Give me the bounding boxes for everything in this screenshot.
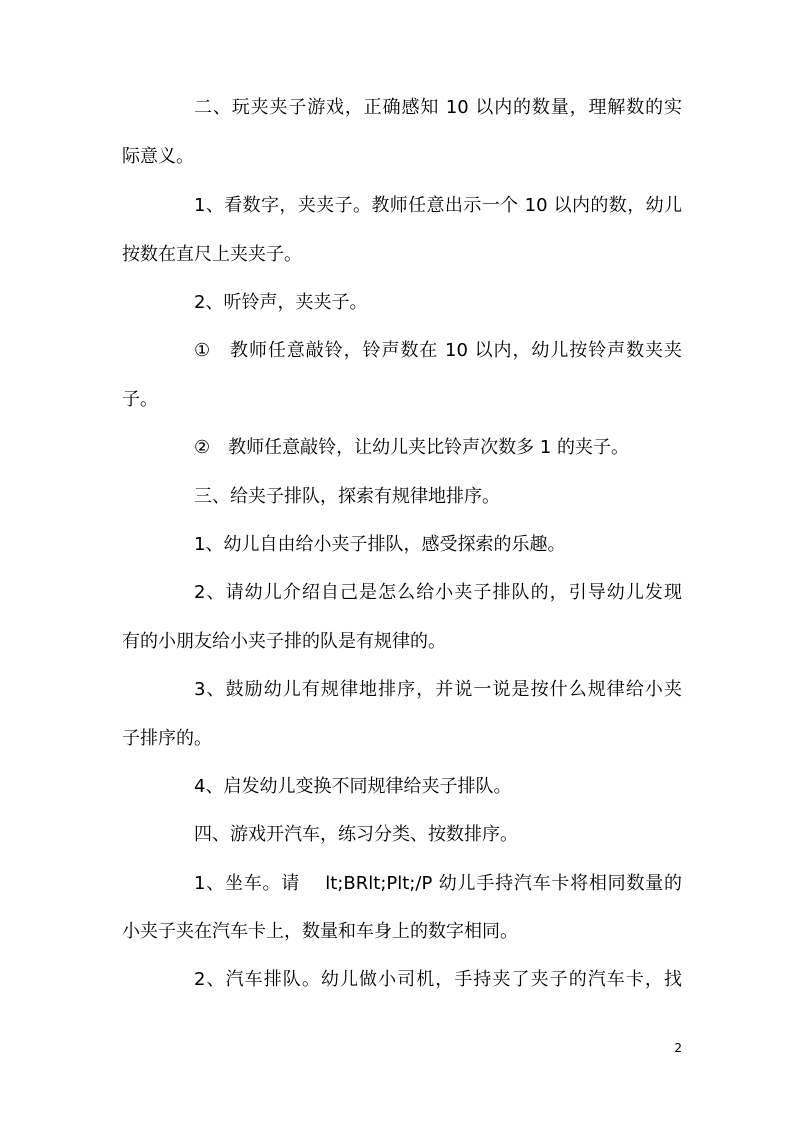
page-number: 2 [674, 1041, 682, 1055]
text-line: 1、坐车。请 lt;BRlt;Plt;/P 幼儿手持汽车卡将相同数量的 [194, 873, 682, 894]
text-line: 3、鼓励幼儿有规律地排序，并说一说是按什么规律给小夹 [194, 679, 682, 700]
text-line: 二、玩夹夹子游戏，正确感知 10 以内的数量，理解数的实 [194, 97, 682, 118]
text-line: 1、幼儿自由给小夹子排队，感受探索的乐趣。 [194, 534, 566, 555]
text-line: ② 教师任意敲铃，让幼儿夹比铃声次数多 1 的夹子。 [194, 437, 630, 458]
text-line: 子排序的。 [122, 728, 212, 749]
text-line: 小夹子夹在汽车卡上，数量和车身上的数字相同。 [122, 921, 518, 942]
text-line: ① 教师任意敲铃，铃声数在 10 以内，幼儿按铃声数夹夹 [194, 340, 682, 361]
text-line: 四、游戏开汽车，练习分类、按数排序。 [194, 824, 518, 845]
text-line: 2、请幼儿介绍自己是怎么给小夹子排队的，引导幼儿发现 [194, 582, 682, 603]
text-line: 子。 [122, 389, 158, 410]
text-line: 2、汽车排队。幼儿做小司机，手持夹了夹子的汽车卡，找 [194, 969, 682, 990]
text-line: 按数在直尺上夹夹子。 [122, 244, 302, 265]
text-line: 有的小朋友给小夹子排的队是有规律的。 [122, 631, 446, 652]
text-line: 际意义。 [122, 146, 194, 167]
text-line: 2、听铃声，夹夹子。 [194, 292, 368, 313]
text-line: 4、启发幼儿变换不同规律给夹子排队。 [194, 776, 512, 797]
text-line: 1、看数字，夹夹子。教师任意出示一个 10 以内的数，幼儿 [194, 195, 682, 216]
text-line: 三、给夹子排队，探索有规律地排序。 [194, 486, 500, 507]
